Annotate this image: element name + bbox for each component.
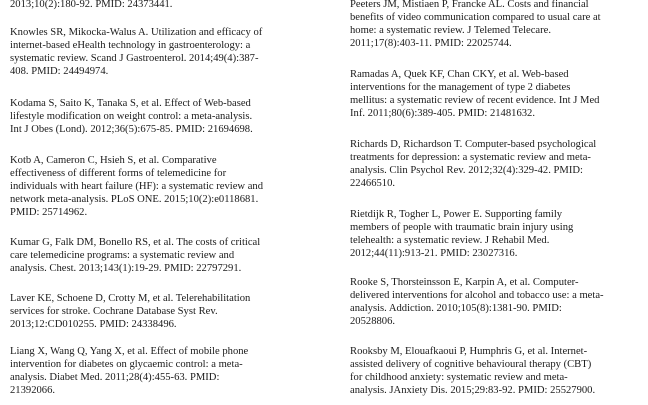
reference-line: delivered interventions for alcohol and tobacco use: a meta-	[350, 290, 604, 302]
reference-line: Liang X, Wang Q, Yang X, et al. Effect of mobile phone	[10, 346, 249, 357]
reference-entry	[350, 208, 640, 260]
reference-line: care telemedicine programs: a systematic review and	[10, 250, 235, 262]
reference-line: telehealth: a systematic review. J Rehabil Med.	[350, 235, 550, 247]
reference-line: assisted delivery of cognitive behavioural therapy (CBT)	[350, 359, 592, 371]
reference-line: network meta-analysis. PLoS ONE. 2015;10(2):e0118681.	[10, 194, 259, 206]
reference-entry	[350, 345, 640, 397]
reference-line: Kumar G, Falk DM, Bonello RS, et al. The costs of critical	[10, 237, 261, 248]
reference-line: 20528806.	[350, 316, 396, 328]
reference-line: Rooke S, Thorsteinsson E, Karpin A, et al. Computer-	[350, 277, 579, 288]
reference-line: services for stroke. Cochrane Database Syst Rev.	[10, 306, 218, 318]
reference-line: treatments for depression: a systematic review and meta-	[350, 152, 591, 164]
reference-line: 2013;12:CD010255. PMID: 24338496.	[10, 319, 177, 331]
reference-line: Int J Obes (Lond). 2012;36(5):675-85. PMID: 21694698.	[10, 124, 253, 136]
reference-line: 21392066.	[10, 385, 56, 397]
reference-line: Knowles SR, Mikocka-Walus A. Utilization and efficacy of	[10, 27, 263, 38]
reference-line: benefits of video communication compared to usual care at	[350, 12, 601, 24]
reference-line: PMID: 25714962.	[10, 207, 88, 219]
reference-line: analysis. Clin Psychol Rev. 2012;32(4):329-42. PMID:	[350, 165, 583, 177]
reference-line: effectiveness of different forms of telemedicine for	[10, 168, 227, 180]
reference-line: analysis. Diabet Med. 2011;28(4):455-63. PMID:	[10, 372, 220, 384]
reference-entry	[10, 345, 310, 397]
reference-entry	[350, 276, 640, 328]
reference-entry	[10, 154, 310, 219]
reference-line: analysis. Addiction. 2010;105(8):1381-90. PMID:	[350, 303, 562, 315]
reference-line: 22466510.	[350, 178, 396, 190]
reference-entry	[350, 0, 640, 50]
reference-line: Kotb A, Cameron C, Hsieh S, et al. Comparative	[10, 155, 217, 166]
reference-line: Kodama S, Saito K, Tanaka S, et al. Effect of Web-based	[10, 98, 251, 109]
reference-line: Ramadas A, Quek KF, Chan CKY, et al. Web-based	[350, 69, 569, 80]
reference-line: individuals with heart failure (HF): a systematic review and	[10, 181, 263, 193]
reference-entry	[10, 26, 310, 78]
reference-entry	[10, 97, 310, 136]
reference-line: Rietdijk R, Togher L, Power E. Supporting family	[350, 209, 563, 220]
reference-line: 2013;10(2):180-92. PMID: 24373441.	[10, 0, 173, 10]
reference-line: for childhood anxiety: systematic review and meta-	[350, 372, 568, 384]
reference-line: Peeters JM, Mistiaen P, Francke AL. Costs and financial	[350, 0, 589, 10]
reference-line: members of people with traumatic brain injury using	[350, 222, 574, 234]
reference-line: internet-based eHealth technology in gastroenterology: a	[10, 40, 251, 52]
reference-line: 408. PMID: 24494974.	[10, 66, 109, 78]
reference-line: Laver KE, Schoene D, Crotty M, et al. Telerehabilitation	[10, 293, 251, 304]
reference-entry	[10, 236, 310, 275]
reference-line: interventions for the management of type 2 diabetes	[350, 82, 571, 94]
reference-line: intervention for diabetes on glycaemic control: a meta-	[10, 359, 243, 371]
reference-line: systematic review. Scand J Gastroenterol. 2014;49(4):387-	[10, 53, 259, 65]
reference-line: Richards D, Richardson T. Computer-based psychological	[350, 139, 597, 150]
reference-entry	[350, 68, 640, 120]
reference-line: analysis. JAnxiety Dis. 2015;29:83-92. PMID: 25527900.	[350, 385, 596, 397]
reference-line: home: a systematic review. J Telemed Telecare.	[350, 25, 551, 37]
reference-line: analysis. Chest. 2013;143(1):19-29. PMID: 22797291.	[10, 263, 242, 275]
reference-entry	[350, 138, 640, 190]
reference-line: lifestyle modification on weight control: a meta-analysis.	[10, 111, 253, 123]
reference-entry	[10, 0, 310, 11]
reference-line: Inf. 2011;80(6):389-405. PMID: 21481632.	[350, 108, 535, 120]
reference-line: mellitus: a systematic review of recent evidence. Int J Med	[350, 95, 600, 107]
reference-entry	[10, 292, 310, 331]
reference-line: 2011;17(8):403-11. PMID: 22025744.	[350, 38, 512, 50]
reference-line: Rooksby M, Elouafkaoui P, Humphris G, et al. Internet-	[350, 346, 588, 357]
reference-line: 2012;44(11):913-21. PMID: 23027316.	[350, 248, 518, 260]
